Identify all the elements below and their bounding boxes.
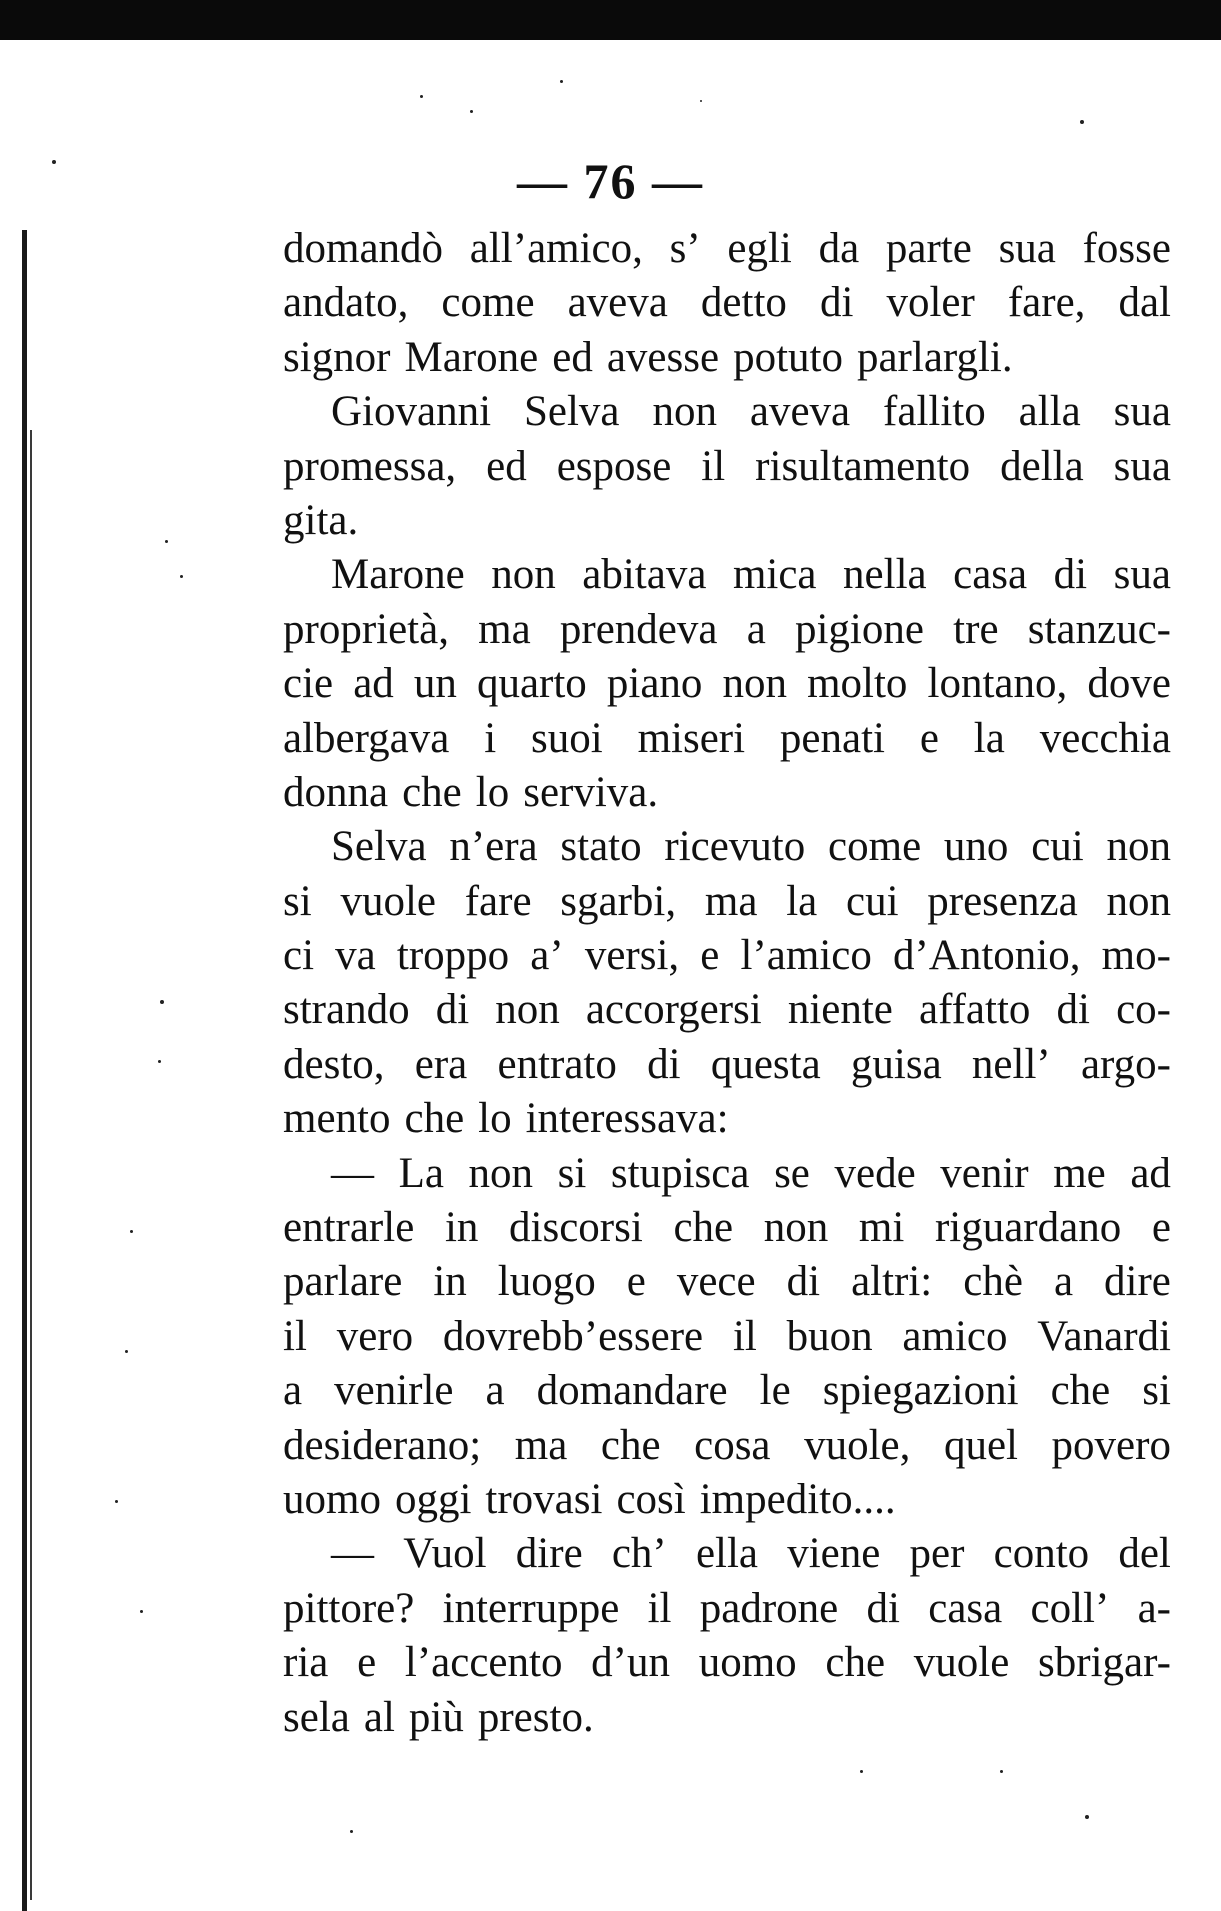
paragraph (283, 548, 1171, 820)
speck (1080, 120, 1084, 124)
paragraph (283, 1527, 1171, 1745)
text-line: pittore? interruppe il padrone di casa coll’ a- (283, 1584, 1171, 1632)
speck (420, 95, 423, 98)
page-binding-shadow (30, 430, 32, 1900)
speck (1085, 1815, 1089, 1819)
paragraph (283, 1147, 1171, 1528)
text-line: il vero dovrebb’essere il buon amico Vanardi (283, 1312, 1171, 1360)
text-line: strando di non accorgersi niente affatto di co- (283, 986, 1171, 1034)
speck (700, 100, 702, 102)
text-line: uomo oggi trovasi così impedito.... (283, 1475, 896, 1523)
text-line: desto, era entrato di questa guisa nell’ argo- (283, 1040, 1171, 1088)
page-number: — 76 — (517, 153, 704, 209)
speck (160, 1000, 164, 1004)
text-line: sela al più presto. (283, 1693, 594, 1741)
text-line: cie ad un quarto piano non molto lontano, dove (283, 660, 1171, 708)
speck (115, 1500, 118, 1503)
text-line: si vuole fare sgarbi, ma la cui presenza non (283, 877, 1171, 925)
text-line: signor Marone ed avesse potuto parlargli. (283, 333, 1013, 381)
speck (130, 1230, 133, 1233)
speck (1000, 1770, 1003, 1773)
paragraph (283, 222, 1171, 385)
page-top-edge (0, 0, 1221, 40)
text-line: proprietà, ma prendeva a pigione tre stanzuc- (283, 605, 1171, 653)
text-line: Marone non abitava mica nella casa di sua (331, 551, 1171, 599)
page-binding-edge (22, 230, 27, 1911)
text-line: ria e l’accento d’un uomo che vuole sbrigar- (283, 1639, 1171, 1687)
text-line: gita. (283, 496, 359, 544)
speck (350, 1830, 353, 1833)
speck (140, 1610, 143, 1613)
speck (180, 575, 183, 578)
text-line: mento che lo interessava: (283, 1095, 729, 1143)
text-line: ci va troppo a’ versi, e l’amico d’Antonio, mo- (283, 932, 1171, 980)
paragraph (283, 820, 1171, 1146)
text-line: a venirle a domandare le spiegazioni che si (283, 1367, 1171, 1415)
text-line: parlare in luogo e vece di altri: chè a dire (283, 1258, 1171, 1306)
text-line: promessa, ed espose il risultamento della sua (283, 442, 1171, 490)
speck (860, 1770, 863, 1773)
paragraph (283, 385, 1171, 548)
text-line: domandò all’amico, s’ egli da parte sua fosse (283, 225, 1171, 272)
text-line: entrarle in discorsi che non mi riguardano e (283, 1204, 1171, 1252)
speck (125, 1350, 128, 1353)
text-line: albergava i suoi miseri penati e la vecchia (283, 714, 1171, 762)
text-line: Selva n’era stato ricevuto come uno cui non (331, 823, 1171, 871)
speck (560, 80, 563, 83)
text-line: donna che lo serviva. (283, 768, 659, 816)
body-text (283, 222, 1171, 1745)
text-line: — La non si stupisca se vede venir me ad (331, 1149, 1171, 1197)
text-line: — Vuol dire ch’ ella viene per conto del (331, 1530, 1171, 1578)
text-line: andato, come aveva detto di voler fare, dal (283, 279, 1171, 327)
text-line: Giovanni Selva non aveva fallito alla sua (331, 388, 1171, 436)
speck (165, 540, 168, 543)
speck (158, 1060, 161, 1063)
speck (52, 160, 56, 164)
speck (470, 110, 473, 113)
text-line: desiderano; ma che cosa vuole, quel povero (283, 1421, 1171, 1469)
